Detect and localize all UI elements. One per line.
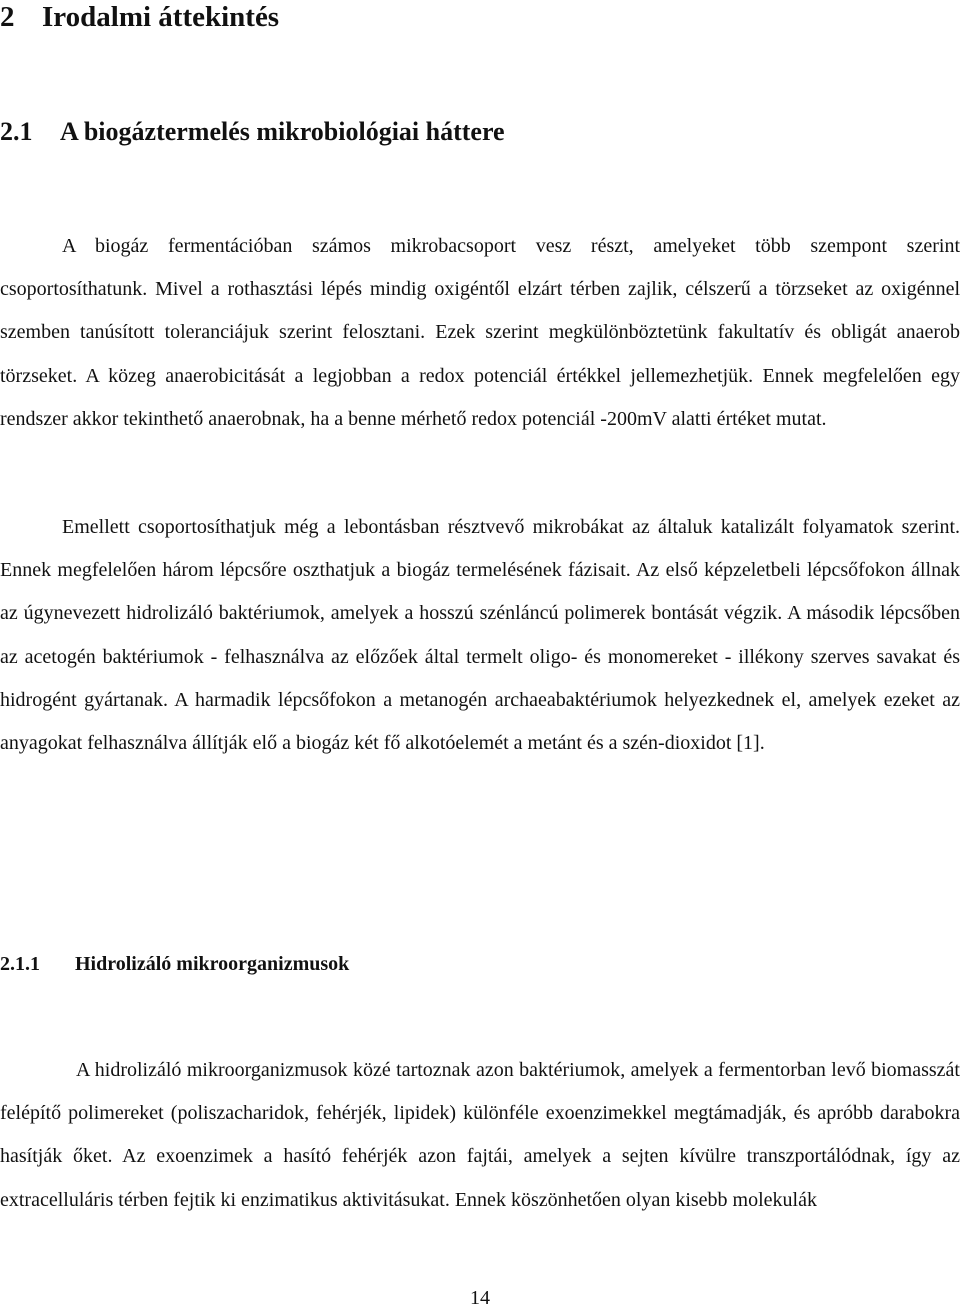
chapter-number: 2 — [0, 1, 15, 33]
page-number: 14 — [470, 1287, 490, 1309]
chapter-title: Irodalmi áttekintés — [42, 1, 280, 33]
body-paragraph: A biogáz fermentációban számos mikrobacsoport vesz részt, amelyeket több szempont szerint csoportosíthatunk. Mivel a rothasztási lépés mindig oxigéntől elzárt térben zajlik, célszerű a törzseket az oxigénnel szemben tanúsított toleranciájuk szerint felosztani. Ezek szerint megkülönböztetünk fakultatív és obligát anaerob törzseket. A közeg anaerobicitását a legjobban a redox potenciál értékkel jellemezhetjük. Ennek megfelelően egy rendszer akkor tekinthető anaerobnak, ha a benne mérhető redox potenciál -200mV alatti értéket mutat. — [0, 235, 960, 430]
section-heading — [0, 116, 505, 148]
section-number: 2.1 — [0, 117, 33, 146]
section-title: A biogáztermelés mikrobiológiai háttere — [60, 117, 505, 146]
subsection-number: 2.1.1 — [0, 953, 40, 975]
body-paragraph: A hidrolizáló mikroorganizmusok közé tartoznak azon baktériumok, amelyek a fermentorban levő biomasszát felépítő polimereket (poliszacharidok, fehérjék, lipidek) különféle exoenzimekkel megtámadják, és apróbb darabokra hasítják őket. Az exoenzimek a hasító fehérjék azon fajtái, amelyek a sejten kívülre transzportálódnak, így az extracelluláris térben fejtik ki enzimatikus aktivitásukat. Ennek köszönhetően olyan kisebb molekulák — [0, 1059, 960, 1211]
chapter-heading — [0, 0, 279, 34]
body-paragraph: Emellett csoportosíthatjuk még a lebontásban résztvevő mikrobákat az általuk katalizált folyamatok szerint. Ennek megfelelően három lépcsőre oszthatjuk a biogáz termelésének fázisait. Az első képzeletbeli lépcsőfokon állnak az úgynevezett hidrolizáló baktériumok, amelyek a hosszú szénláncú polimerek bontását végzik. A második lépcsőben az acetogén baktériumok - felhasználva az előzőek által termelt oligo- és monomereket - illékony szerves savakat és hidrogént gyártanak. A harmadik lépcsőfokon a metanogén archaeabaktériumok helyezkednek el, amelyek ezeket az anyagokat felhasználva állítják elő a biogáz két fő alkotóelemét a metánt és a szén-dioxidot [1]. — [0, 516, 960, 755]
subsection-title: Hidrolizáló mikroorganizmusok — [75, 953, 350, 975]
subsection-heading — [0, 950, 349, 978]
